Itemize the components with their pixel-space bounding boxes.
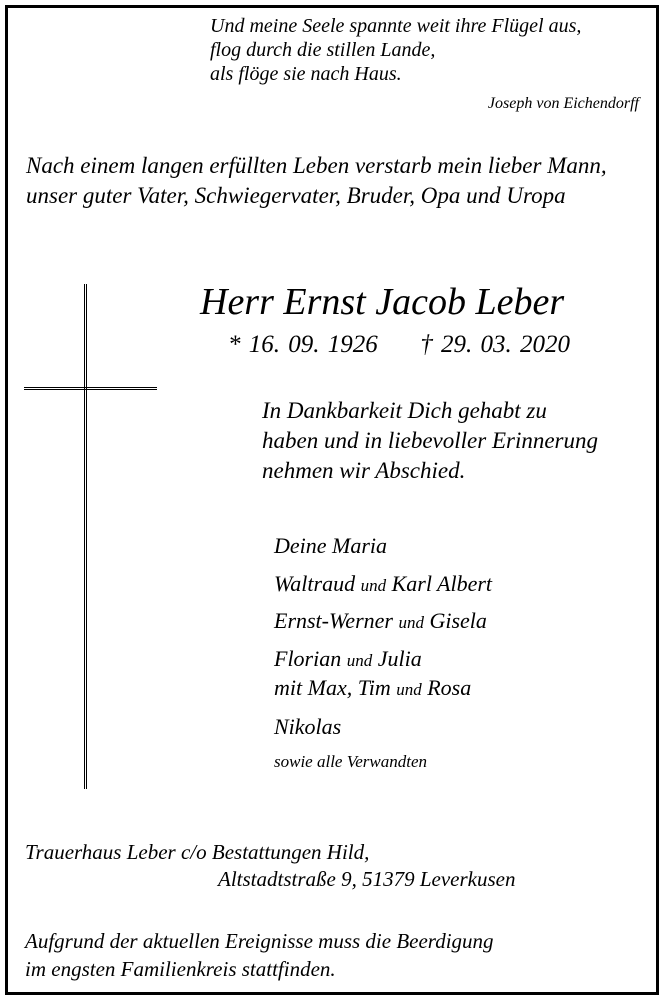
intro-text [26,151,607,211]
farewell-line: nehmen wir Abschied. [262,458,466,483]
address-line: Trauerhaus Leber c/o Bestattungen Hild, [25,840,370,864]
relatives-line: sowie alle Verwandten [274,752,427,771]
intro-line: Nach einem langen erfüllten Leben verstarb mein lieber Mann, [26,153,607,178]
death-date: † 29. 03. 2020 [420,331,570,358]
notice-line: Aufgrund der aktuellen Ereignisse muss die Beerdigung [25,929,494,953]
cross-icon-vertical [84,284,87,789]
family-member: Deine Maria [274,533,388,558]
poem-author: Joseph von Eichendorff [487,95,639,112]
farewell-line: haben und in liebevoller Erinnerung [262,428,598,453]
poem-line: Und meine Seele spannte weit ihre Flügel aus, [210,15,582,37]
birth-date: * 16. 09. 1926 [228,331,378,358]
family-member: Nikolas [274,714,342,739]
poem [210,14,581,86]
notice-line: im engsten Familienkreis stattfinden. [25,957,336,981]
family-member: Florian und Julia [274,646,422,671]
address-line: Altstadtstraße 9, 51379 Leverkusen [218,867,516,891]
intro-line: unser guter Vater, Schwiegervater, Bruder, Opa und Uropa [26,183,566,208]
cross-icon-horizontal [24,387,157,390]
life-dates [228,331,570,359]
poem-line: flog durch die stillen Lande, [210,39,436,61]
family-member: Waltraud und Karl Albert [274,571,493,596]
family-member: Ernst-Werner und Gisela [274,608,487,633]
deceased-name: Herr Ernst Jacob Leber [200,281,565,323]
farewell-line: In Dankbarkeit Dich gehabt zu [262,398,547,423]
family-member: mit Max, Tim und Rosa [274,675,472,700]
poem-line: als flöge sie nach Haus. [210,63,402,85]
farewell-text [262,396,598,486]
funeral-notice [25,927,494,983]
